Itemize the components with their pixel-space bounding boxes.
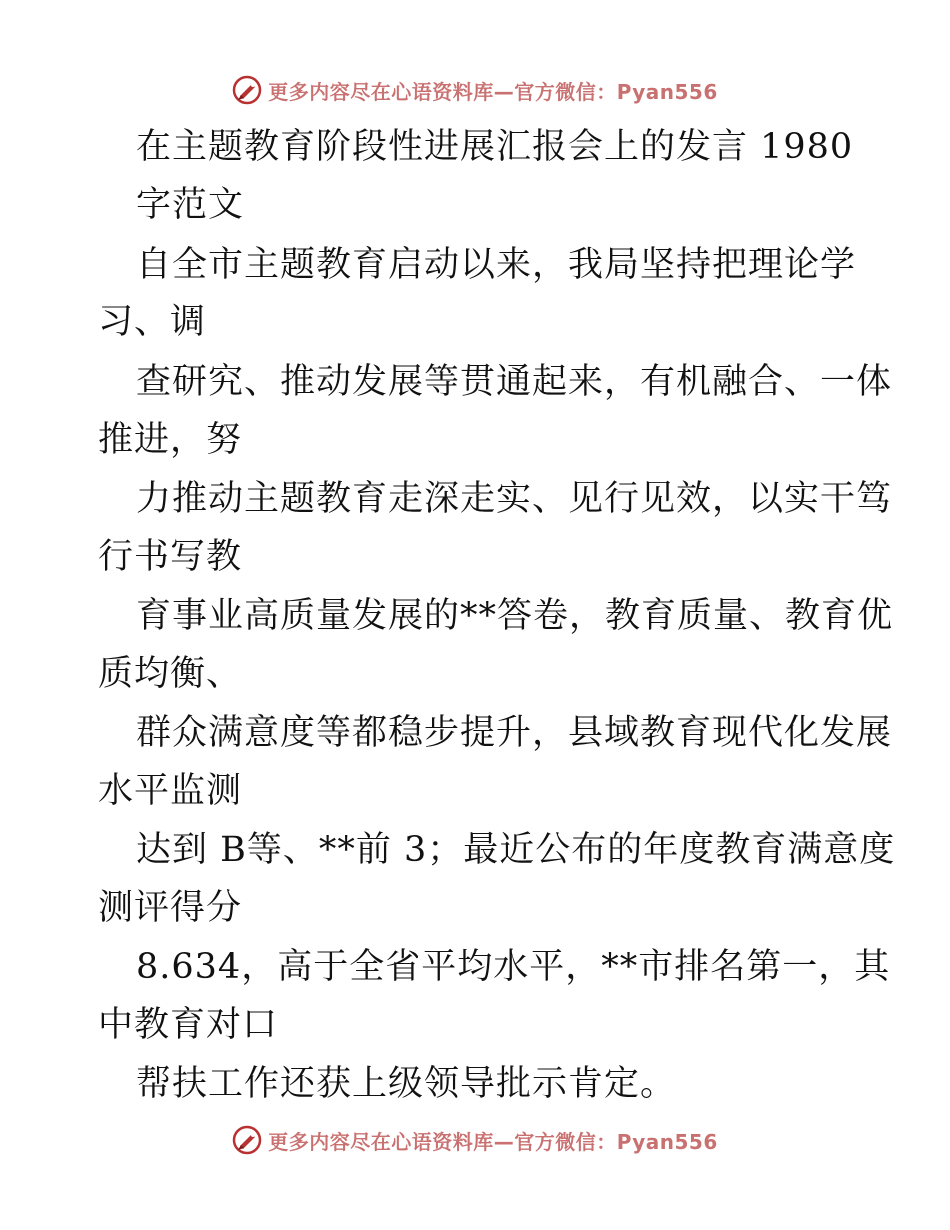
pen-seal-logo-icon: [232, 1125, 262, 1155]
body-line: 育事业高质量发展的**答卷，教育质量、教育优: [136, 596, 894, 636]
body-line: 推进，努: [98, 420, 243, 460]
footer-banner: [0, 1120, 950, 1160]
footer-banner-text: 更多内容尽在心语资料库—官方微信：Pyan556: [268, 1129, 718, 1154]
body-line: 水平监测: [98, 771, 243, 811]
body-line: 力推动主题教育走深走实、见行见效，以实干笃: [136, 479, 893, 519]
title-line-1: 在主题教育阶段性进展汇报会上的发言 1980: [136, 127, 854, 167]
body-line: 自全市主题教育启动以来，我局坚持把理论学: [136, 245, 857, 285]
body-line: 查研究、推动发展等贯通起来，有机融合、一体: [136, 362, 893, 402]
body-line: 行书写教: [98, 537, 243, 577]
body-line: 中教育对口: [98, 1005, 279, 1045]
pen-seal-logo-icon: [232, 75, 262, 105]
title-line-2: 字范文: [136, 185, 245, 225]
body-line: 质均衡、: [98, 654, 243, 694]
body-line: 达到 B等、**前 3；最近公布的年度教育满意度: [136, 830, 896, 870]
body-line: 8.634，高于全省平均水平，**市排名第一，其: [136, 947, 891, 987]
body-line: 测评得分: [98, 888, 243, 928]
header-banner: [0, 70, 950, 110]
body-line: 习、调: [98, 302, 207, 342]
body-line: 帮扶工作还获上级领导批示肯定。: [136, 1064, 677, 1104]
header-banner-text: 更多内容尽在心语资料库—官方微信：Pyan556: [268, 79, 718, 104]
body-line: 群众满意度等都稳步提升，县域教育现代化发展: [136, 713, 893, 753]
